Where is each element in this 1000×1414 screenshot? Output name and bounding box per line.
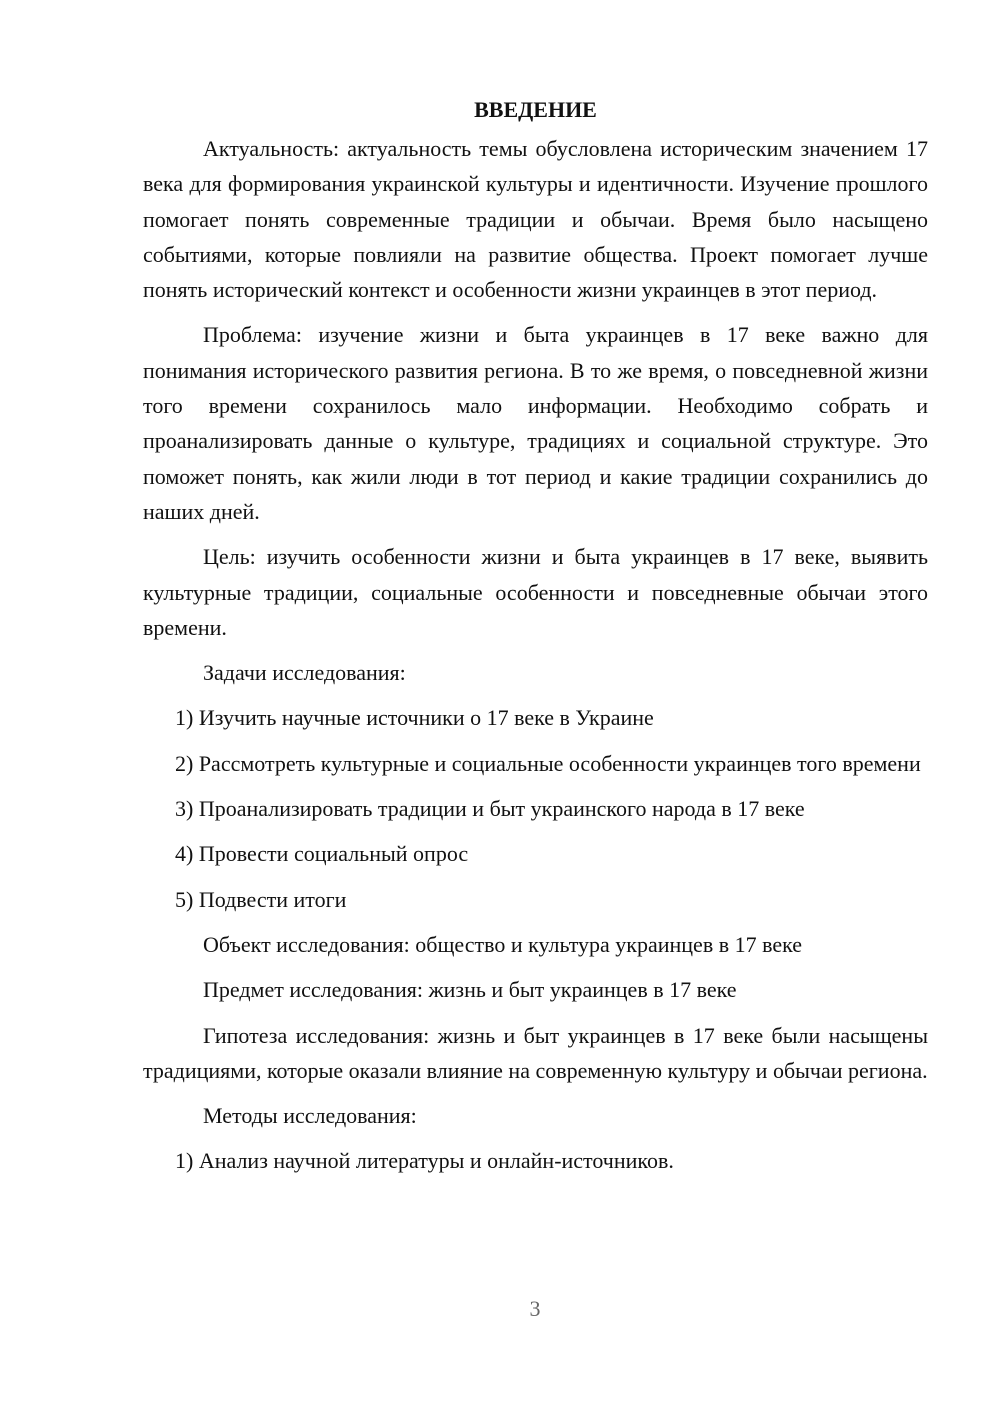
paragraph-problem: Проблема: изучение жизни и быта украинцев в 17 веке важно для понимания исторического развития региона. В то же время, о повседневной жизни того времени сохранилось мало информации. Необходимо собрать и проанализировать данные о культуре, традициях и социальной структуре. Это поможет понять, как жили люди в тот период и какие традиции сохранились до наших дней. — [143, 322, 928, 524]
task-item: 1) Изучить научные источники о 17 веке в Украине — [175, 705, 654, 731]
task-item: 2) Рассмотреть культурные и социальные особенности украинцев того времени — [175, 750, 921, 776]
document-title: ВВЕДЕНИЕ — [474, 97, 597, 122]
method-item: 1) Анализ научной литературы и онлайн-источников. — [175, 1148, 674, 1174]
page-number: 3 — [529, 1296, 541, 1321]
methods-heading: Методы исследования: — [203, 1103, 417, 1129]
research-object: Объект исследования: общество и культура украинцев в 17 веке — [203, 931, 803, 957]
document-page — [143, 95, 928, 1189]
research-hypothesis: Гипотеза исследования: жизнь и быт украинцев в 17 веке были насыщены традициями, которые оказали влияние на современную культуру и обычаи региона. — [143, 1022, 928, 1083]
task-item: 4) Провести социальный опрос — [175, 841, 469, 867]
tasks-heading: Задачи исследования: — [203, 660, 406, 686]
paragraph-relevance: Актуальность: актуальность темы обусловлена историческим значением 17 века для формирования украинской культуры и идентичности. Изучение прошлого помогает понять современные традиции и обычаи. Время было насыщено событиями, которые повлияли на развитие общества. Проект помогает лучше понять исторический контекст и особенности жизни украинцев в этот период. — [143, 136, 928, 303]
task-item: 3) Проанализировать традиции и быт украинского народа в 17 веке — [175, 796, 805, 822]
research-subject: Предмет исследования: жизнь и быт украинцев в 17 веке — [203, 977, 737, 1003]
task-item: 5) Подвести итоги — [175, 886, 347, 912]
paragraph-goal: Цель: изучить особенности жизни и быта украинцев в 17 веке, выявить культурные традиции, социальные особенности и повседневные обычаи этого времени. — [143, 544, 928, 640]
